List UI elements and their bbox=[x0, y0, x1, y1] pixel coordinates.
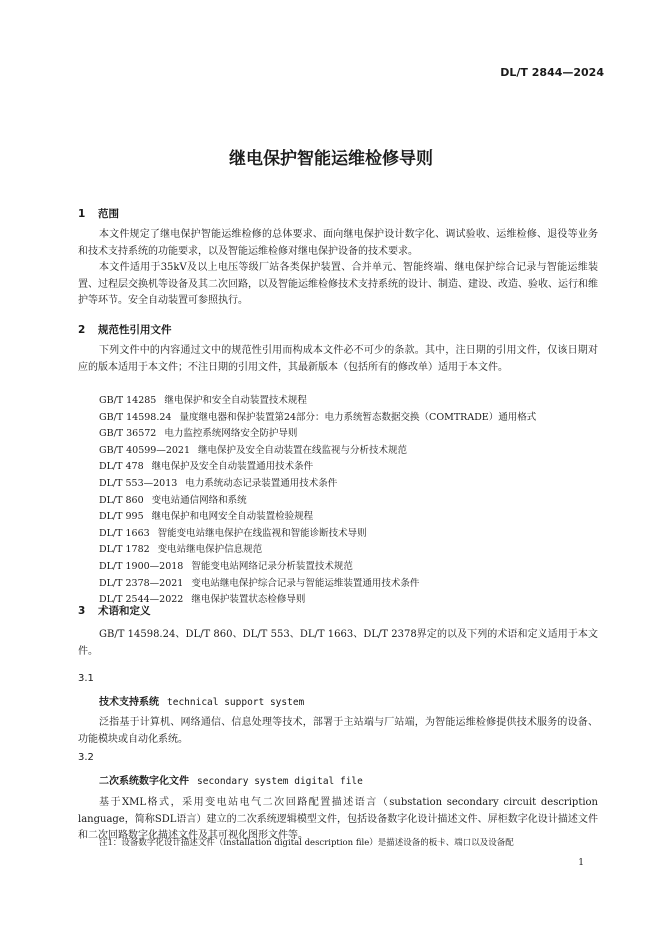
reference-item bbox=[99, 592, 536, 609]
reference-title: 量度继电器和保护装置第24部分：电力系统暂态数据交换（COMTRADE）通用格式 bbox=[179, 411, 537, 423]
section-3-intro: GB/T 14598.24、DL/T 860、DL/T 553、DL/T 1663、DL/T 2378界定的以及下列的术语和定义适用于本文件。 bbox=[78, 629, 598, 657]
reference-title: 继电保护和安全自动装置技术规程 bbox=[164, 395, 307, 406]
reference-code: GB/T 14598.24 bbox=[99, 411, 172, 423]
reference-item bbox=[99, 393, 536, 410]
reference-code: DL/T 553—2013 bbox=[99, 477, 178, 489]
reference-code: DL/T 2378—2021 bbox=[99, 577, 184, 589]
section-number: 1 bbox=[78, 208, 86, 220]
reference-code: DL/T 1900—2018 bbox=[99, 560, 184, 572]
reference-item bbox=[99, 410, 536, 427]
reference-item bbox=[99, 493, 536, 510]
clause-number: 3.2 bbox=[78, 752, 94, 763]
reference-title: 继电保护装置状态检修导则 bbox=[191, 594, 306, 606]
reference-title: 继电保护及安全自动装置通用技术条件 bbox=[151, 461, 314, 473]
reference-item bbox=[99, 559, 536, 576]
term-3-1-definition: 泛指基于计算机、网络通信、信息处理等技术，部署于主站端与厂站端，为智能运维检修提供技术服务的设备、功能模块或自动化系统。 bbox=[78, 717, 598, 745]
reference-item bbox=[99, 509, 536, 526]
reference-list bbox=[99, 393, 536, 609]
reference-code: DL/T 2544—2022 bbox=[99, 594, 184, 606]
section-1-paragraph-1: 本文件规定了继电保护智能运维检修的总体要求、面向继电保护设计数字化、调试验收、运维检修、退役等业务和技术支持系统的功能要求，以及智能运维检修对继电保护设备的技术要求。 bbox=[78, 229, 598, 257]
reference-code: GB/T 14285 bbox=[99, 395, 157, 406]
section-title: 范围 bbox=[98, 208, 119, 220]
document-title: 继电保护智能运维检修导则 bbox=[229, 149, 433, 169]
reference-code: DL/T 1663 bbox=[99, 527, 150, 539]
reference-code: GB/T 40599—2021 bbox=[99, 444, 191, 456]
section-2-heading bbox=[78, 322, 172, 337]
term-3-1 bbox=[99, 693, 304, 708]
term-3-2-definition: 基于XML格式，采用变电站电气二次回路配置描述语言（substation secondary circuit description language，简称SDL语言）建立的二次系统逻辑模型文件，包括设备数字化设计描述文件、屏柜数字化设计描述文件和二次回路数字化描述文件及其可视化图形文件等。 bbox=[78, 797, 598, 841]
term-zh: 二次系统数字化文件 bbox=[99, 776, 189, 787]
section-3-heading bbox=[78, 603, 151, 618]
reference-item bbox=[99, 526, 536, 543]
reference-item bbox=[99, 576, 536, 593]
reference-title: 智能变电站继电保护在线监视和智能诊断技术导则 bbox=[157, 527, 367, 539]
section-title: 规范性引用文件 bbox=[98, 324, 172, 336]
reference-code: DL/T 995 bbox=[99, 511, 144, 523]
section-title: 术语和定义 bbox=[98, 605, 151, 617]
note-1: 注1：设备数字化设计描述文件（installation digital description file）是描述设备的板卡、端口以及设备配 bbox=[99, 838, 514, 848]
section-number: 3 bbox=[78, 605, 86, 617]
section-1-heading bbox=[78, 206, 119, 221]
term-en: technical support system bbox=[167, 697, 305, 708]
reference-title: 智能变电站网络记录分析装置技术规范 bbox=[191, 560, 353, 572]
reference-code: DL/T 1782 bbox=[99, 544, 150, 556]
standard-code: DL/T 2844—2024 bbox=[500, 66, 604, 79]
reference-title: 继电保护及安全自动装置在线监视与分析技术规范 bbox=[198, 444, 408, 456]
reference-title: 继电保护和电网安全自动装置检验规程 bbox=[151, 511, 314, 523]
section-1-paragraph-2: 本文件适用于35kV及以上电压等级厂站各类保护装置、合并单元、智能终端、继电保护综合记录与智能运维装置、过程层交换机等设备及其二次回路，以及智能运维检修技术支持系统的设计、制造、建设、改造、验收、运行和维护等环节。安全自动装置可参照执行。 bbox=[78, 262, 598, 306]
reference-item bbox=[99, 476, 536, 493]
reference-title: 变电站继电保护综合记录与智能运维装置通用技术条件 bbox=[191, 577, 420, 589]
reference-title: 变电站通信网络和系统 bbox=[151, 494, 247, 506]
reference-title: 电力监控系统网络安全防护导则 bbox=[164, 428, 298, 440]
reference-code: GB/T 36572 bbox=[99, 428, 157, 440]
reference-code: DL/T 860 bbox=[99, 494, 144, 506]
clause-number: 3.1 bbox=[78, 673, 94, 684]
term-3-2 bbox=[99, 772, 363, 787]
reference-item bbox=[99, 426, 536, 443]
term-en: secondary system digital file bbox=[197, 776, 363, 787]
reference-item bbox=[99, 542, 536, 559]
section-2-intro: 下列文件中的内容通过文中的规范性引用而构成本文件必不可少的条款。其中，注日期的引用文件，仅该日期对应的版本适用于本文件；不注日期的引用文件，其最新版本（包括所有的修改单）适用于本文件。 bbox=[78, 345, 598, 373]
reference-title: 电力系统动态记录装置通用技术条件 bbox=[185, 477, 338, 489]
reference-item bbox=[99, 459, 536, 476]
term-zh: 技术支持系统 bbox=[99, 697, 159, 708]
section-number: 2 bbox=[78, 324, 86, 336]
reference-item bbox=[99, 443, 536, 460]
page-number: 1 bbox=[578, 858, 584, 868]
reference-code: DL/T 478 bbox=[99, 461, 144, 473]
reference-title: 变电站继电保护信息规范 bbox=[157, 544, 263, 556]
